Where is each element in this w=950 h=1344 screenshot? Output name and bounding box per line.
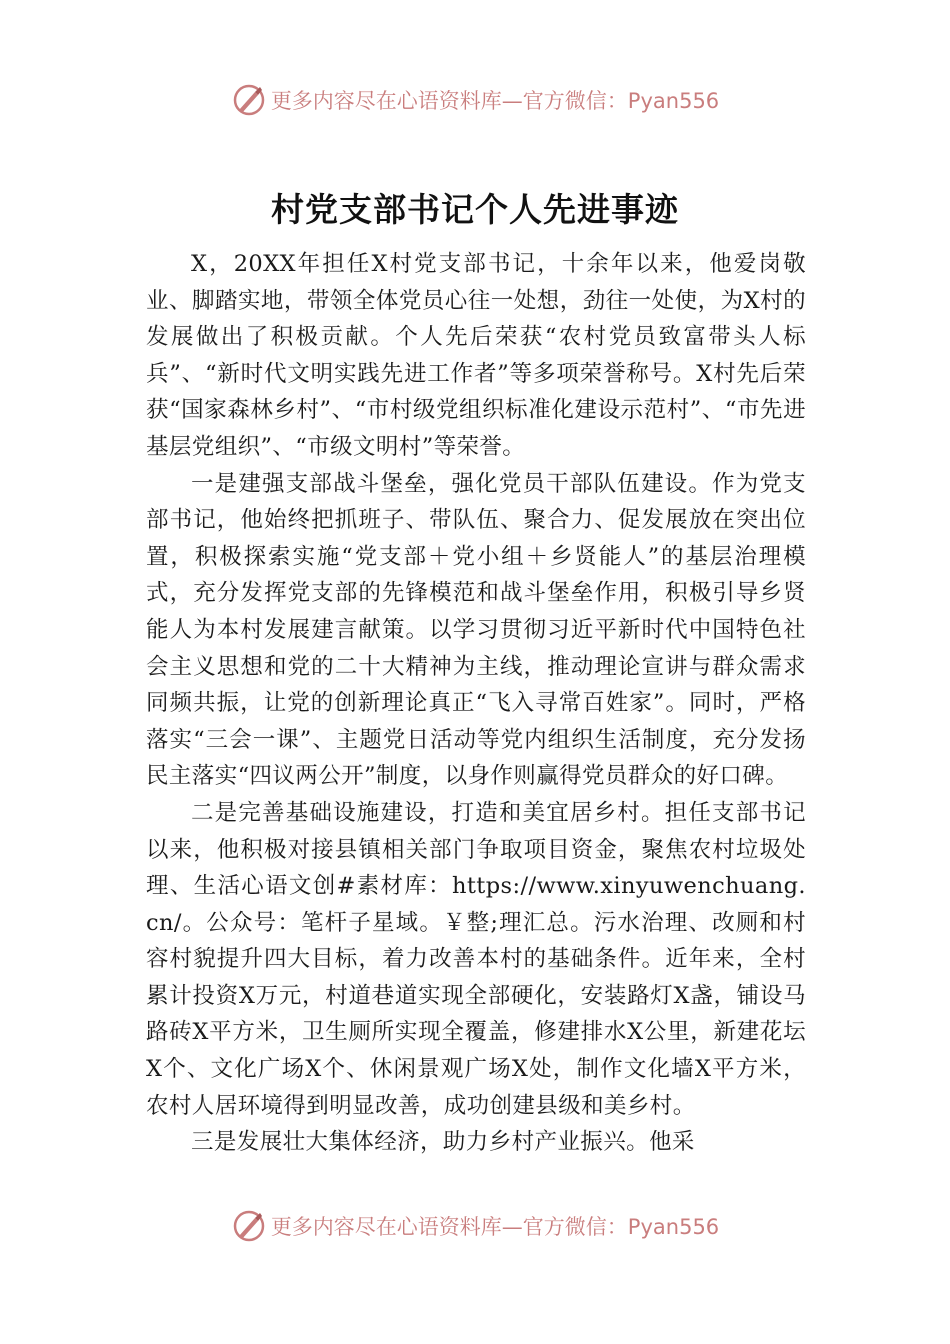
watermark-text: 更多内容尽在心语资料库—官方微信：Pyan556 <box>270 89 720 113</box>
header-watermark <box>0 82 950 118</box>
document-title: 村党支部书记个人先进事迹 <box>271 190 679 229</box>
footer-watermark <box>0 1208 950 1244</box>
pen-circle-logo-icon <box>231 82 267 118</box>
watermark-text: 更多内容尽在心语资料库—官方微信：Pyan556 <box>270 1215 720 1239</box>
paragraph-1: 一是建强支部战斗堡垒，强化党员干部队伍建设。作为党支部书记，他始终把抓班子、带队伍、聚合力、促发展放在突出位置，积极探索实施“党支部＋党小组＋乡贤能人”的基层治理模式，充分发挥党支部的先锋模范和战斗堡垒作用，积极引导乡贤能人为本村发展建言献策。以学习贯彻习近平新时代中国特色社会主义思想和党的二十大精神为主线，推动理论宣讲与群众需求同频共振，让党的创新理论真正“飞入寻常百姓家”。同时，严格落实“三会一课”、主题党日活动等党内组织生活制度，充分发扬民主落实“四议两公开”制度，以身作则赢得党员群众的好口碑。 <box>146 470 806 790</box>
document-body <box>146 246 806 1161</box>
paragraph-3: 三是发展壮大集体经济，助力乡村产业振兴。他采 <box>191 1129 695 1156</box>
paragraph-2: 二是完善基础设施建设，打造和美宜居乡村。担任支部书记以来，他积极对接县镇相关部门争取项目资金，聚焦农村垃圾处理、生活心语文创#素材库：https://www.xinyuwenchuang.cn/。公众号：笔杆子星域。￥整;理汇总。污水治理、改厕和村容村貌提升四大目标，着力改善本村的基础条件。近年来，全村累计投资X万元，村道巷道实现全部硬化，安装路灯X盏，铺设马路砖X平方米，卫生厕所实现全覆盖，修建排水X公里，新建花坛X个、文化广场X个、休闲景观广场X处，制作文化墙X平方米，农村人居环境得到明显改善，成功创建县级和美乡村。 <box>146 799 806 1119</box>
pen-circle-logo-icon <box>231 1208 267 1244</box>
paragraph-intro: X，20XX年担任X村党支部书记，十余年以来，他爱岗敬业、脚踏实地，带领全体党员心往一处想，劲往一处使，为X村的发展做出了积极贡献。个人先后荣获“农村党员致富带头人标兵”、“新时代文明实践先进工作者”等多项荣誉称号。X村先后荣获“国家森林乡村”、“市村级党组织标准化建设示范村”、“市先进基层党组织”、“市级文明村”等荣誉。 <box>146 251 806 460</box>
